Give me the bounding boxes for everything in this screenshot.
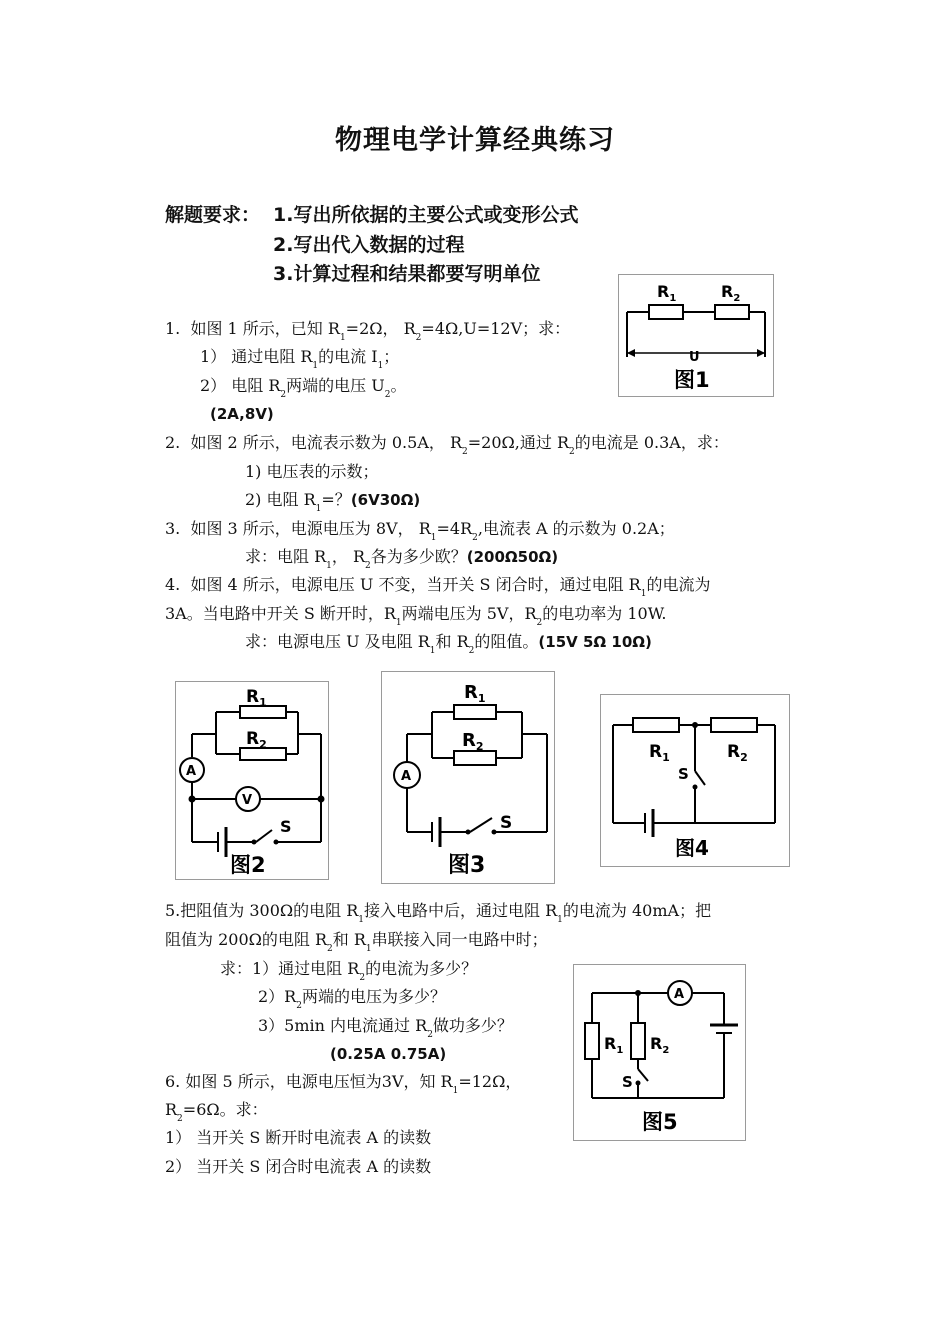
fig3-ammeter-icon: A bbox=[401, 769, 412, 784]
fig2-r2-label: $R_2$ bbox=[246, 729, 267, 751]
question-6-line-1: 6. 如图 5 所示，电源电压恒为3V，知 $R_1=12\Omega$， bbox=[165, 1072, 522, 1096]
fig2-ammeter-icon: A bbox=[186, 764, 197, 779]
fig5-caption: 图5 bbox=[642, 1110, 678, 1134]
figure-5 bbox=[573, 964, 746, 1141]
fig2-r1-label: $R_1$ bbox=[246, 687, 267, 709]
question-2-sub-1: 1) 电压表的示数； bbox=[245, 462, 379, 481]
question-3-sub-1: 求：电阻 $R_1$， $R_2$各为多少欧？(200Ω50Ω) bbox=[245, 547, 559, 571]
fig5-switch-label: S bbox=[622, 1073, 633, 1091]
fig4-r1-label: $R_1$ bbox=[649, 742, 670, 764]
fig3-caption: 图3 bbox=[448, 853, 486, 878]
question-4-line-1: 4. 如图 4 所示，电源电压 U 不变，当开关 S 闭合时，通过电阻 $R_1$的电流为 bbox=[165, 575, 711, 599]
question-6-sub-2: 2） 当开关 S 闭合时电流表 A 的读数 bbox=[165, 1157, 432, 1176]
fig5-r2-label: $R_2$ bbox=[650, 1034, 670, 1056]
question-5-answer: (0.25A 0.75A) bbox=[330, 1045, 447, 1063]
requirements-label: 解题要求： bbox=[165, 204, 261, 226]
figure-3 bbox=[381, 671, 555, 884]
fig1-r2-label: $R_2$ bbox=[721, 282, 741, 304]
question-5-sub-3: 3）5min 内电流通过 $R_2$做功多少？ bbox=[258, 1016, 513, 1040]
question-1-sub-1: 1） 通过电阻 $R_1$的电流 $I_1$； bbox=[200, 347, 400, 371]
fig2-caption: 图2 bbox=[230, 853, 266, 877]
fig2-voltmeter-icon: V bbox=[242, 793, 253, 808]
question-5-line-1: 5.把阻值为 300Ω的电阻 $R_1$接入电路中后，通过电阻 $R_1$的电流为 40mA；把 bbox=[165, 901, 712, 925]
fig5-ammeter-icon: A bbox=[674, 987, 685, 1002]
fig1-caption: 图1 bbox=[674, 368, 710, 392]
question-5-sub-2: $2)R_2$两端的电压为多少？ bbox=[258, 987, 446, 1011]
requirement-item: 1.写出所依据的主要公式或变形公式 bbox=[273, 204, 579, 226]
fig5-r1-label: $R_1$ bbox=[604, 1034, 624, 1056]
question-4-sub-1: 求：电源电压 U 及电阻 $R_1$和 $R_2$的阻值。(15V 5Ω 10Ω) bbox=[245, 632, 652, 656]
question-6-line-2: $R_2=6\Omega$。求： bbox=[165, 1100, 268, 1124]
question-1-answer: (2A,8V) bbox=[210, 405, 274, 423]
question-5-sub-1: 求：1）通过电阻 $R_2$的电流为多少？ bbox=[220, 959, 478, 983]
question-4-line-2: 3A。当电路中开关 S 断开时，$R_1$两端电压为 5V，$R_2$的电功率为 10W. bbox=[165, 604, 667, 628]
question-6-sub-1: 1） 当开关 S 断开时电流表 A 的读数 bbox=[165, 1128, 432, 1147]
question-5-line-2: 阻值为 200Ω的电阻 $R_2$和 $R_1$串联接入同一电路中时； bbox=[165, 930, 548, 954]
fig1-r1-label: $R_1$ bbox=[657, 282, 677, 304]
fig3-switch-label: S bbox=[500, 813, 513, 833]
fig3-r2-label: $R_2$ bbox=[462, 730, 484, 753]
question-1-sub-2: 2） 电阻 $R_2$两端的电压 $U_2$。 bbox=[200, 376, 407, 400]
fig2-switch-label: S bbox=[280, 817, 292, 836]
question-2-sub-2: 2) 电阻 $R_1=$？(6V30Ω) bbox=[245, 490, 421, 514]
fig1-u-label: U bbox=[689, 350, 700, 365]
question-3-line: 3. 如图 3 所示，电源电压为 8V， $R_1=4R_2$,电流表 A 的示数为 0.2A； bbox=[165, 519, 675, 543]
figure-1 bbox=[618, 274, 774, 397]
figure-4 bbox=[600, 694, 790, 867]
requirement-item: 2.写出代入数据的过程 bbox=[273, 234, 465, 256]
question-2-line: 2. 如图 2 所示，电流表示数为 0.5A， $R_2=20\Omega$,通过 $R_2$的电流是 0.3A，求： bbox=[165, 433, 729, 457]
fig3-r1-label: $R_1$ bbox=[464, 682, 486, 705]
page-title: 物理电学计算经典练习 bbox=[335, 125, 615, 156]
fig4-caption: 图4 bbox=[675, 836, 709, 860]
requirement-item: 3.计算过程和结果都要写明单位 bbox=[273, 263, 541, 285]
figure-2 bbox=[175, 681, 329, 880]
question-1-line: 1. 如图 1 所示，已知 $R_1=2\Omega$， $R_2=4\Omega,U=12V$；求： bbox=[165, 319, 571, 343]
fig4-switch-label: S bbox=[678, 765, 689, 783]
fig4-r2-label: $R_2$ bbox=[727, 742, 748, 764]
